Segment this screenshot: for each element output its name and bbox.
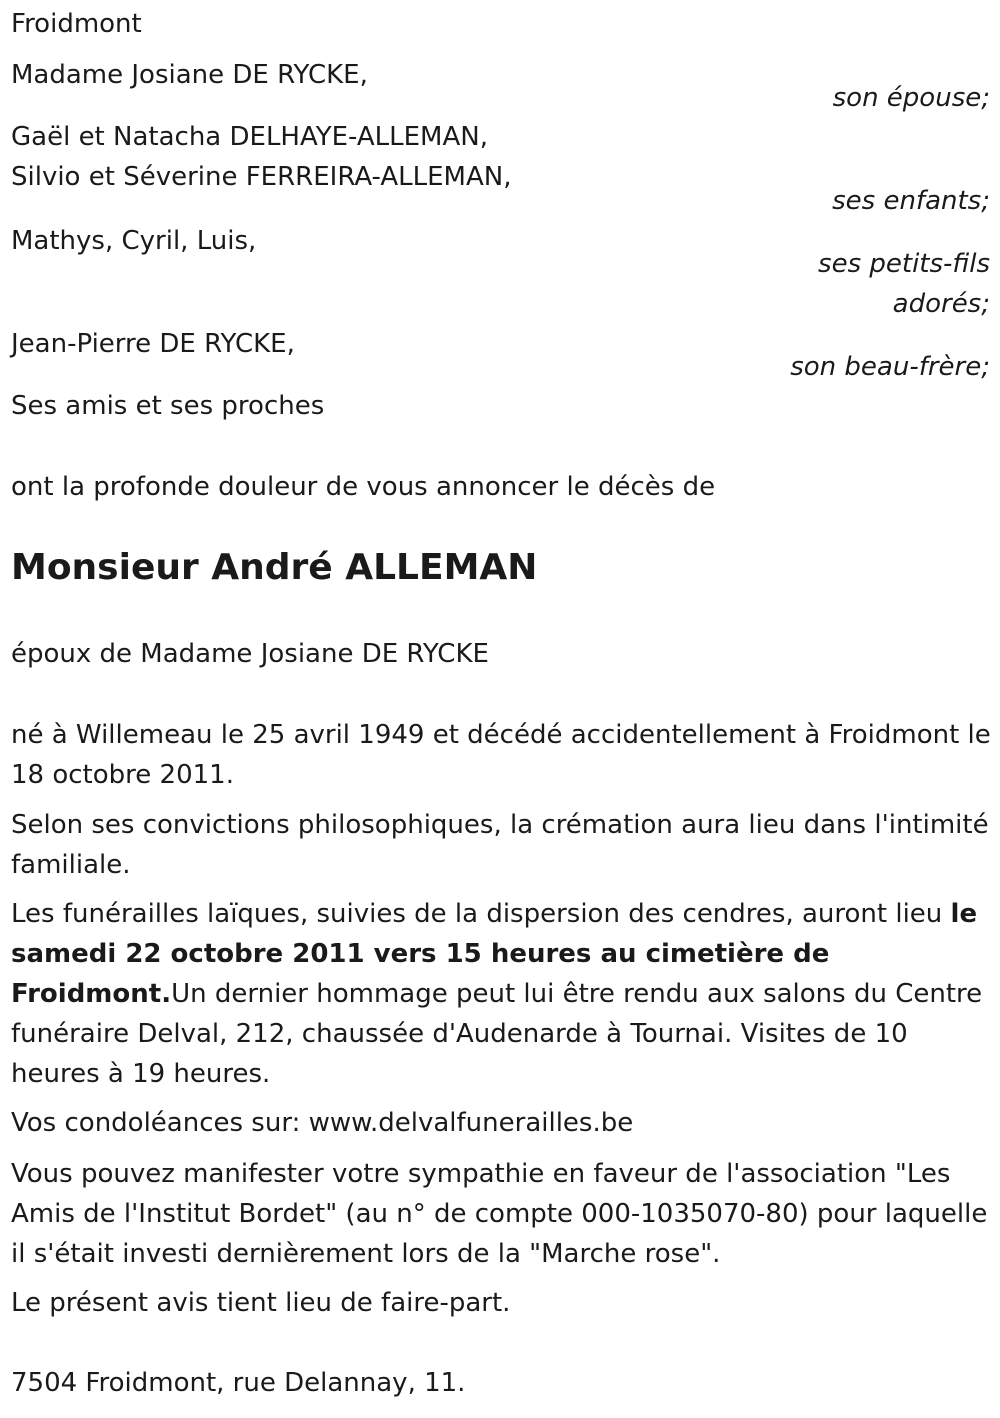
cremation-paragraph: Selon ses convictions philosophiques, la crémation aura lieu dans l'intimité familiale. (11, 810, 989, 880)
family-children-name-2: Silvio et Séverine FERREIRA-ALLEMAN, (11, 162, 512, 192)
family-grandchildren-relation-2: adorés; (892, 289, 990, 319)
notice-line: Le présent avis tient lieu de faire-part. (11, 1288, 511, 1318)
condolences-line: Vos condoléances sur: www.delvalfunerailles.be (11, 1108, 634, 1138)
funeral-intro: Les funérailles laïques, suivies de la dispersion des cendres, auront lieu (11, 899, 951, 929)
family-children-name-1: Gaël et Natacha DELHAYE-ALLEMAN, (11, 122, 488, 152)
family-brother-in-law-relation: son beau-frère; (790, 352, 990, 382)
family-spouse-relation: son épouse; (832, 83, 990, 113)
funeral-rest: Un dernier hommage peut lui être rendu aux salons du Centre funéraire Delval, 212, chaussée d'Audenarde à Tournai. Visites de 10 heures à 19 heures. (11, 979, 983, 1089)
deceased-name: Monsieur André ALLEMAN (11, 547, 538, 588)
spouse-line: époux de Madame Josiane DE RYCKE (11, 639, 489, 669)
family-children-relation: ses enfants; (832, 186, 990, 216)
town-header: Froidmont (11, 9, 142, 39)
sympathy-paragraph: Vous pouvez manifester votre sympathie en faveur de l'association "Les Amis de l'Institut Bordet" (au n° de compte 000-1035070-80) pour laquelle il s'était investi dernièrement lors de la "Marche rose". (11, 1159, 988, 1269)
funeral-paragraph (11, 894, 993, 1094)
family-brother-in-law-name: Jean-Pierre DE RYCKE, (11, 329, 295, 359)
address-line: 7504 Froidmont, rue Delannay, 11. (11, 1368, 466, 1398)
funeral-date-place: le samedi 22 octobre 2011 vers 15 heures au cimetière de Froidmont. (11, 899, 978, 1009)
family-spouse-name: Madame Josiane DE RYCKE, (11, 60, 368, 90)
family-grandchildren-name: Mathys, Cyril, Luis, (11, 226, 257, 256)
birth-death-paragraph: né à Willemeau le 25 avril 1949 et décédé accidentellement à Froidmont le 18 octobre 2011. (11, 720, 991, 790)
family-grandchildren-relation-1: ses petits-fils (818, 249, 990, 279)
announcement-text: ont la profonde douleur de vous annoncer le décès de (11, 472, 716, 502)
family-friends: Ses amis et ses proches (11, 391, 325, 421)
